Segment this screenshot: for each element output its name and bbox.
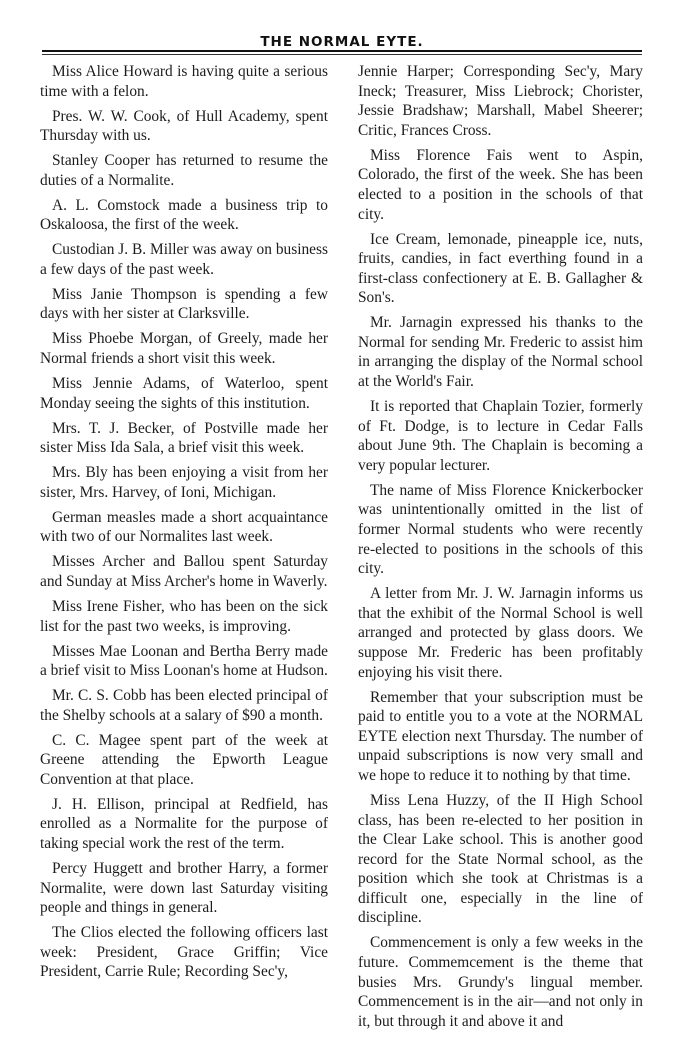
news-item: Mrs. Bly has been enjoying a visit from her sister, Mrs. Harvey, of Ioni, Michigan.	[40, 464, 328, 501]
news-item: Misses Archer and Ballou spent Saturday and Sunday at Miss Archer's home in Waverly.	[40, 553, 328, 590]
news-item: Miss Phoebe Morgan, of Greely, made her Normal friends a short visit this week.	[40, 330, 328, 368]
news-item: Mr. C. S. Cobb has been elected principal of the Shelby schools at a salary of $90 a month.	[40, 687, 328, 724]
news-item: The Clios elected the following officers last week: President, Grace Griffin; Vice President, Carrie Rule; Recording Sec'y,	[40, 924, 328, 981]
news-item: German measles made a short acquaintance with two of our Normalites last week.	[40, 508, 328, 546]
news-item: Misses Mae Loonan and Bertha Berry made a brief visit to Miss Loonan's home at Hudson.	[40, 642, 328, 680]
news-item: Stanley Cooper has returned to resume the duties of a Normalite.	[40, 152, 328, 189]
news-item: Custodian J. B. Miller was away on business a few days of the past week.	[40, 241, 328, 278]
news-item: Miss Janie Thompson is spending a few days with her sister at Clarksville.	[40, 285, 328, 323]
news-item: Mr. Jarnagin expressed his thanks to the Normal for sending Mr. Frederic to assist him in arranging the display of the Normal school at the World's Fair.	[358, 314, 643, 391]
news-item: A. L. Comstock made a business trip to Oskaloosa, the first of the week.	[40, 196, 328, 234]
news-item: Pres. W. W. Cook, of Hull Academy, spent Thursday with us.	[40, 107, 328, 145]
news-item: C. C. Magee spent part of the week at Greene attending the Epworth League Convention at that place.	[40, 731, 328, 788]
news-item: The name of Miss Florence Knickerbocker was unintentionally omitted in the list of former Normal students who were recently re-elected to positions in the schools of this city.	[358, 481, 643, 578]
news-item: Ice Cream, lemonade, pineapple ice, nuts, fruits, candies, in fact everthing found in a first-class confectionery at E. B. Gallagher & Son's.	[358, 230, 643, 307]
news-item: Miss Jennie Adams, of Waterloo, spent Monday seeing the sights of this institution.	[40, 375, 328, 412]
news-item: Miss Irene Fisher, who has been on the sick list for the past two weeks, is improving.	[40, 597, 328, 635]
news-item: Miss Lena Huzzy, of the II High School class, has been re-elected to her position in the Clear Lake school. This is another good record for the State Normal school, as the position which she took at Christmas is a difficult one, especially in the line of discipline.	[358, 791, 643, 927]
news-item: J. H. Ellison, principal at Redfield, has enrolled as a Normalite for the purpose of taking special work the rest of the term.	[40, 795, 328, 853]
header-rule-thick	[42, 50, 642, 52]
header-rule-thin	[42, 54, 642, 55]
news-item: A letter from Mr. J. W. Jarnagin informs us that the exhibit of the Normal School is well arranged and protected by glass doors. We suppose Mr. Frederic has been profitably enjoying his visit there.	[358, 585, 643, 681]
news-item: Miss Alice Howard is having quite a serious time with a felon.	[40, 63, 328, 100]
news-item: Mrs. T. J. Becker, of Postville made her sister Miss Ida Sala, a brief visit this week.	[40, 419, 328, 457]
news-item: Remember that your subscription must be paid to entitle you to a vote at the NORMAL EYTE election next Thursday. The number of unpaid subscriptions is now very small and we hope to reduce it to nothing by that time.	[358, 688, 643, 784]
page-title: THE NORMAL EYTE.	[260, 34, 424, 50]
left-column	[40, 62, 328, 987]
news-item: Miss Florence Fais went to Aspin, Colorado, the first of the week. She has been elected to a position in the schools of that city.	[358, 146, 643, 223]
news-item: Percy Huggett and brother Harry, a former Normalite, were down last Saturday visiting people and things in general.	[40, 860, 328, 917]
right-column	[358, 62, 643, 1037]
news-item: It is reported that Chaplain Tozier, formerly of Ft. Dodge, is to lecture in Cedar Falls about June 9th. The Chaplain is becoming a very popular lecturer.	[358, 398, 643, 474]
news-item: Commencement is only a few weeks in the future. Commemcement is the theme that busies Mrs. Grundy's lingual member. Commencement is in the air—and not only in it, but through it and above it and	[358, 934, 643, 1030]
news-item-continued: Jennie Harper; Corresponding Sec'y, Mary Ineck; Treasurer, Miss Liebrock; Chorister, Jessie Bradshaw; Marshall, Mabel Sheerer; Critic, Frances Cross.	[358, 63, 643, 139]
